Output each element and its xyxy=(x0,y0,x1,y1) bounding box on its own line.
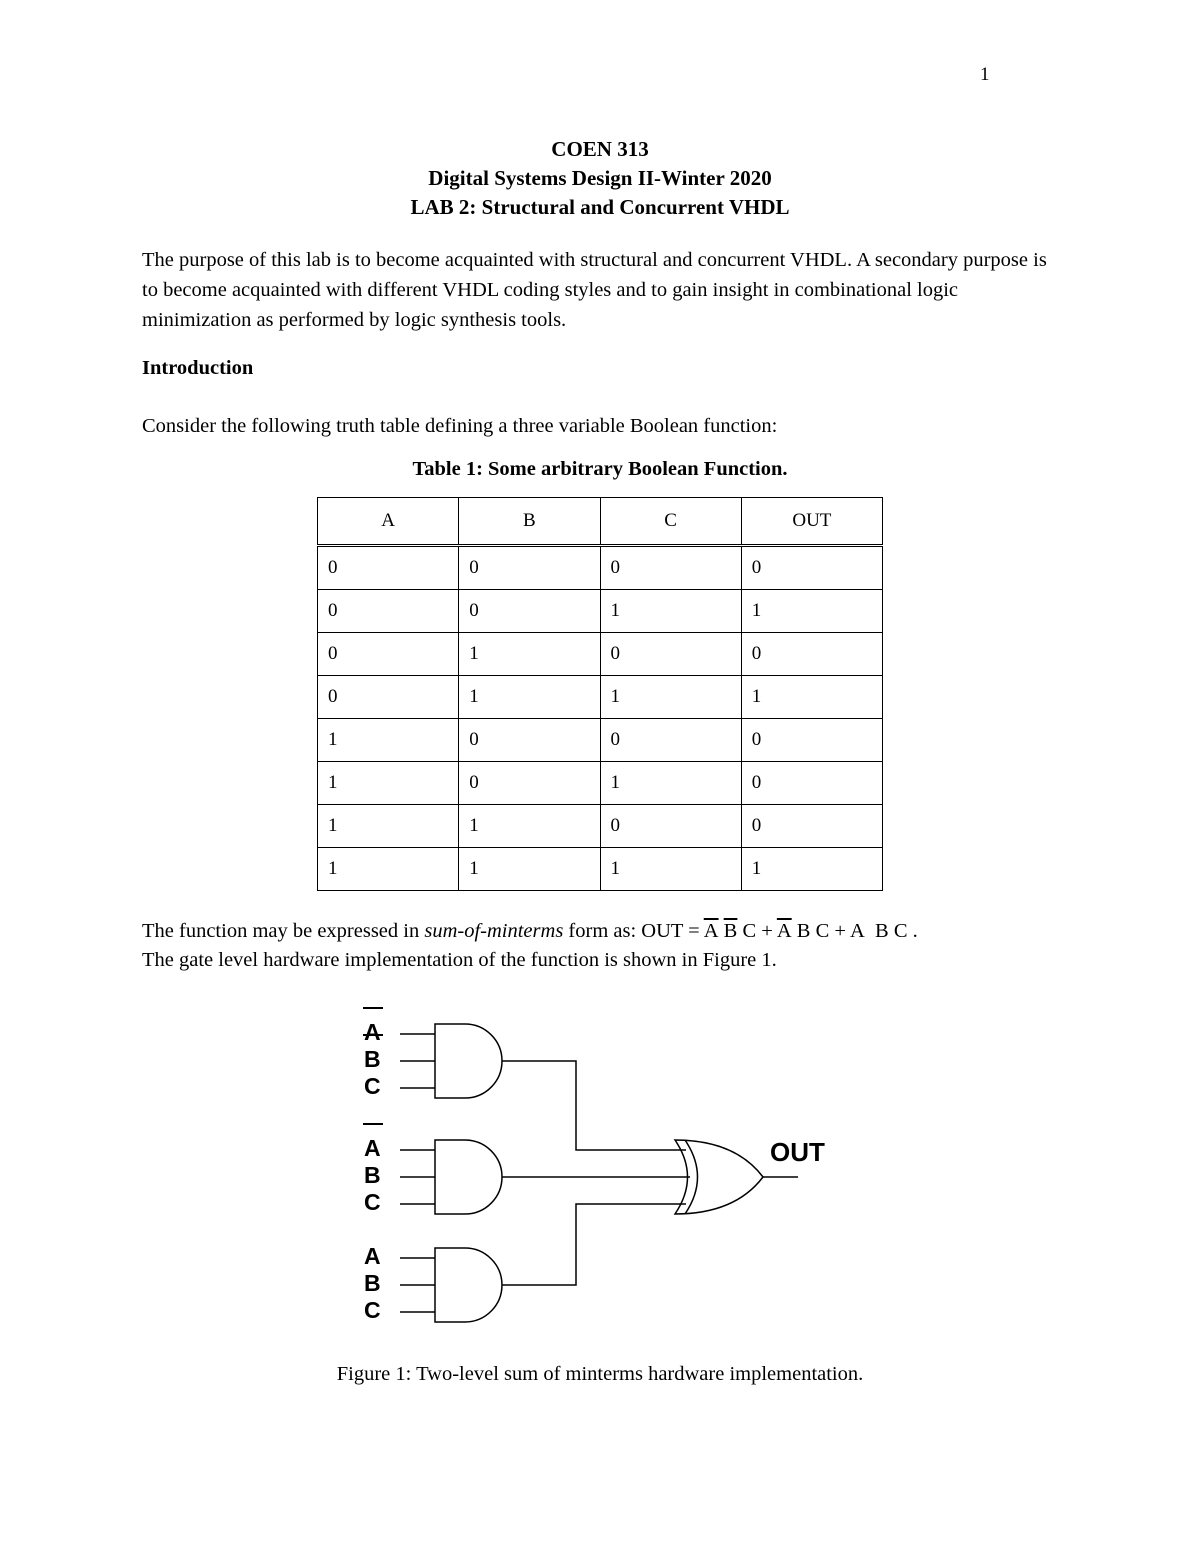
gate1-input-c: C xyxy=(364,1073,381,1100)
intro-paragraph: The purpose of this lab is to become acquainted with structural and concurrent VHDL. A secondary purpose is to become acquainted with different VHDL coding styles and to gain insight in combinational logic minimization as performed by logic synthesis tools. xyxy=(142,249,1047,331)
expression-end: . xyxy=(907,920,918,942)
table-cell: 1 xyxy=(600,762,741,805)
expression-post: form as: OUT = xyxy=(563,920,704,942)
table-row xyxy=(318,719,883,762)
gate3-input-a: A xyxy=(364,1243,381,1270)
table-cell: 1 xyxy=(600,590,741,633)
table-cell: 0 xyxy=(459,590,600,633)
table-cell: 0 xyxy=(459,719,600,762)
table-cell: 1 xyxy=(318,762,459,805)
output-label: OUT xyxy=(770,1137,825,1167)
or-gate xyxy=(675,1140,763,1214)
table-row xyxy=(318,762,883,805)
table-row xyxy=(318,633,883,676)
table-row xyxy=(318,590,883,633)
table-cell: 1 xyxy=(459,848,600,891)
table-cell: 1 xyxy=(318,848,459,891)
table-cell: 1 xyxy=(741,848,882,891)
table-row xyxy=(318,676,883,719)
and-gate-2 xyxy=(435,1140,502,1214)
eq-term1-a: $\overline{A}$ xyxy=(703,920,719,942)
table-cell: 0 xyxy=(600,805,741,848)
table-row xyxy=(318,848,883,891)
eq-term2-b: B xyxy=(796,920,811,942)
table-cell: 0 xyxy=(318,676,459,719)
gate1-input-a: A xyxy=(364,1019,381,1046)
logic-circuit-diagram xyxy=(340,1000,840,1340)
table-row xyxy=(318,805,883,848)
table-cell: 1 xyxy=(600,848,741,891)
wire-gate1-to-or xyxy=(502,1061,686,1150)
gate3-input-c: C xyxy=(364,1297,381,1324)
eq-term1-b: $\overline{B}$ xyxy=(723,920,738,942)
truth-table-intro: Consider the following truth table defining a three variable Boolean function: xyxy=(142,415,778,437)
section-heading: Introduction xyxy=(142,357,254,379)
page-number: 1 xyxy=(980,64,990,85)
table-cell: 0 xyxy=(741,805,882,848)
table-cell: 0 xyxy=(741,546,882,590)
and-gate-1 xyxy=(435,1024,502,1098)
expression-pre: The function may be expressed in xyxy=(142,920,425,942)
gate1-input-b: B xyxy=(364,1046,381,1073)
truth-table xyxy=(317,497,883,891)
and-gate-3 xyxy=(435,1248,502,1322)
expression-italic: sum-of-minterms xyxy=(424,920,564,942)
table-header-cell: A xyxy=(318,498,459,546)
eq-term2-c: C xyxy=(815,920,830,942)
lab-title: LAB 2: Structural and Concurrent VHDL xyxy=(410,195,790,219)
table-cell: 0 xyxy=(318,633,459,676)
eq-term3-c: C xyxy=(893,920,908,942)
table-cell: 0 xyxy=(600,546,741,590)
table-header-cell: B xyxy=(459,498,600,546)
table-cell: 0 xyxy=(600,719,741,762)
table-caption: Table 1: Some arbitrary Boolean Function. xyxy=(412,458,788,480)
gate3-input-b: B xyxy=(364,1270,381,1297)
eq-plus: + xyxy=(829,920,850,942)
table-header-cell: OUT xyxy=(741,498,882,546)
table-cell: 0 xyxy=(741,633,882,676)
eq-plus: + xyxy=(756,920,777,942)
wire-gate3-to-or xyxy=(502,1204,686,1285)
table-cell: 0 xyxy=(318,546,459,590)
table-cell: 1 xyxy=(741,590,882,633)
gate-level-text: The gate level hardware implementation of the function is shown in Figure 1. xyxy=(142,949,777,971)
table-cell: 1 xyxy=(318,719,459,762)
gate2-input-c: C xyxy=(364,1189,381,1216)
table-cell: 1 xyxy=(459,676,600,719)
eq-term2-a: $\overline{A}$ xyxy=(776,920,792,942)
course-title: Digital Systems Design II-Winter 2020 xyxy=(428,166,772,190)
table-cell: 1 xyxy=(459,805,600,848)
eq-term3-b: B xyxy=(875,920,889,942)
course-code: COEN 313 xyxy=(551,137,649,161)
eq-term1-c: C xyxy=(742,920,757,942)
table-header-cell: C xyxy=(600,498,741,546)
figure-caption: Figure 1: Two-level sum of minterms hardware implementation. xyxy=(336,1363,864,1385)
table-header-row xyxy=(318,498,883,546)
table-row xyxy=(318,546,883,590)
table-cell: 0 xyxy=(741,762,882,805)
table-cell: 0 xyxy=(741,719,882,762)
table-cell: 1 xyxy=(459,633,600,676)
table-cell: 0 xyxy=(459,546,600,590)
table-cell: 0 xyxy=(318,590,459,633)
expression-line xyxy=(142,916,918,946)
table-cell: 1 xyxy=(318,805,459,848)
gate2-input-a: A xyxy=(364,1135,381,1162)
table-cell: 1 xyxy=(741,676,882,719)
table-cell: 0 xyxy=(600,633,741,676)
eq-term3-a: A xyxy=(849,920,865,942)
gate2-input-b: B xyxy=(364,1162,381,1189)
table-cell: 0 xyxy=(459,762,600,805)
table-cell: 1 xyxy=(600,676,741,719)
